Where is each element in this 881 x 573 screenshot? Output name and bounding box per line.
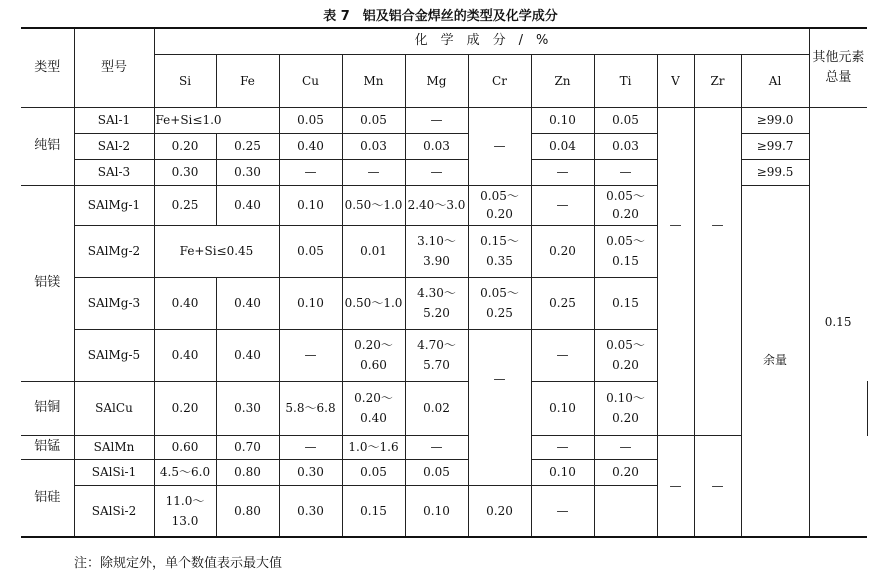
header-v: V [657,54,694,107]
header-ti: Ti [594,54,657,107]
cell: 0.40 [154,329,216,381]
cell: 0.30 [216,159,279,185]
group-al-mn: 铝锰 [21,435,74,459]
table-row [21,133,867,159]
cell: 0.10 [279,185,342,225]
cell: 1.0～1.6 [342,435,405,459]
cell: — [279,159,342,185]
cell: — [531,329,594,381]
cell: — [405,435,468,459]
cell: 0.80 [216,459,279,485]
table-row [21,159,867,185]
cell: 0.20 [594,459,657,485]
cell: 0.80 [216,485,279,537]
cell: Fe+Si≤0.45 [154,225,279,277]
model-cell: SAlSi-2 [74,485,154,537]
cell: 0.05 [594,107,657,133]
header-type: 类型 [21,28,74,107]
model-cell: SAl-1 [74,107,154,133]
cell: 0.05～0.25 [468,277,531,329]
cell: 0.30 [279,485,342,537]
cell: 0.04 [531,133,594,159]
model-cell: SAlMg-5 [74,329,154,381]
table-row [21,107,867,133]
cell: 0.05 [342,459,405,485]
cell: — [405,159,468,185]
model-cell: SAlMg-1 [74,185,154,225]
cell: 0.05～0.20 [594,329,657,381]
cell: 0.10 [279,277,342,329]
header-zn: Zn [531,54,594,107]
cell: — [594,159,657,185]
footnote: 注：除规定外，单个数值表示最大值 [74,556,283,571]
header-cr: Cr [468,54,531,107]
cell: 0.50～1.0 [342,185,405,225]
cell: — [405,107,468,133]
model-cell: SAlMg-3 [74,277,154,329]
other-total-cell: 0.15 [809,107,867,537]
cell: — [657,435,694,537]
group-al-si: 铝硅 [21,459,74,537]
cell: ≥99.0 [741,107,809,133]
model-cell: SAl-3 [74,159,154,185]
cell: 0.20 [154,381,216,435]
cell: 0.03 [594,133,657,159]
cell: 0.20 [468,485,531,537]
cell: 0.25 [531,277,594,329]
cell: 0.05～0.15 [594,225,657,277]
cell: — [468,107,531,185]
cell: 0.20 [154,133,216,159]
cell: 0.10 [531,459,594,485]
cell: 0.20～0.60 [342,329,405,381]
cell: 5.8～6.8 [279,381,342,435]
cell: 0.40 [216,277,279,329]
cell: 0.60 [154,435,216,459]
cell: 0.15～0.35 [468,225,531,277]
table-row [21,435,867,459]
cell: 0.05 [405,459,468,485]
cell: 0.25 [216,133,279,159]
al-balance-cell: 余量 [741,185,809,537]
cell: — [468,329,531,485]
cell: 3.10～3.90 [405,225,468,277]
header-mn: Mn [342,54,405,107]
cell: — [594,435,657,459]
cell: 0.40 [279,133,342,159]
header-other: 其他元素总量 [809,28,867,107]
header-composition: 化 学 成 分 / % [154,28,809,54]
cell: 0.03 [342,133,405,159]
cell: 0.25 [154,185,216,225]
cell: — [531,185,594,225]
model-cell: SAlMg-2 [74,225,154,277]
table-row [21,185,867,225]
model-cell: SAlSi-1 [74,459,154,485]
group-al-mg: 铝镁 [21,185,74,381]
cell: 0.15 [342,485,405,537]
cell: — [694,107,741,435]
cell: 0.05～0.20 [468,185,531,225]
cell: ≥99.5 [741,159,809,185]
header-zr: Zr [694,54,741,107]
cell: ≥99.7 [741,133,809,159]
cell: — [657,107,694,435]
cell: 0.30 [154,159,216,185]
cell: 4.5～6.0 [154,459,216,485]
cell: 0.20 [531,225,594,277]
cell: — [531,435,594,459]
model-cell: SAlCu [74,381,154,435]
cell: 0.70 [216,435,279,459]
cell: — [279,435,342,459]
header-si: Si [154,54,216,107]
cell: — [531,485,594,537]
cell: 0.05 [279,107,342,133]
cell: 0.10 [405,485,468,537]
cell: — [342,159,405,185]
cell: 0.10 [531,381,594,435]
header-fe: Fe [216,54,279,107]
header-model: 型号 [74,28,154,107]
cell: 11.0～13.0 [154,485,216,537]
model-cell: SAlMn [74,435,154,459]
cell: 0.50～1.0 [342,277,405,329]
cell: 0.40 [154,277,216,329]
cell: 0.05 [342,107,405,133]
cell: 0.20～0.40 [342,381,405,435]
model-cell: SAl-2 [74,133,154,159]
cell: 0.01 [342,225,405,277]
cell: — [694,435,741,537]
header-cu: Cu [279,54,342,107]
cell: 0.40 [216,185,279,225]
cell: 0.05 [279,225,342,277]
header-mg: Mg [405,54,468,107]
cell: 0.40 [216,329,279,381]
cell: 4.70～5.70 [405,329,468,381]
cell: 0.05～0.20 [594,185,657,225]
composition-table [21,27,868,538]
cell: 0.30 [216,381,279,435]
cell: 2.40～3.0 [405,185,468,225]
cell: 0.15 [594,277,657,329]
cell: — [531,159,594,185]
cell: 0.10～0.20 [594,381,657,435]
cell: 0.30 [279,459,342,485]
cell: — [279,329,342,381]
group-al-cu: 铝铜 [21,381,74,435]
cell: 0.03 [405,133,468,159]
cell: 4.30～5.20 [405,277,468,329]
header-al: Al [741,54,809,107]
cell: Fe+Si≤1.0 [154,107,279,133]
cell: 0.10 [531,107,594,133]
cell: 0.02 [405,381,468,435]
table-title: 表 7 铝及铝合金焊丝的类型及化学成分 [323,9,558,24]
group-pure-al: 纯铝 [21,107,74,185]
